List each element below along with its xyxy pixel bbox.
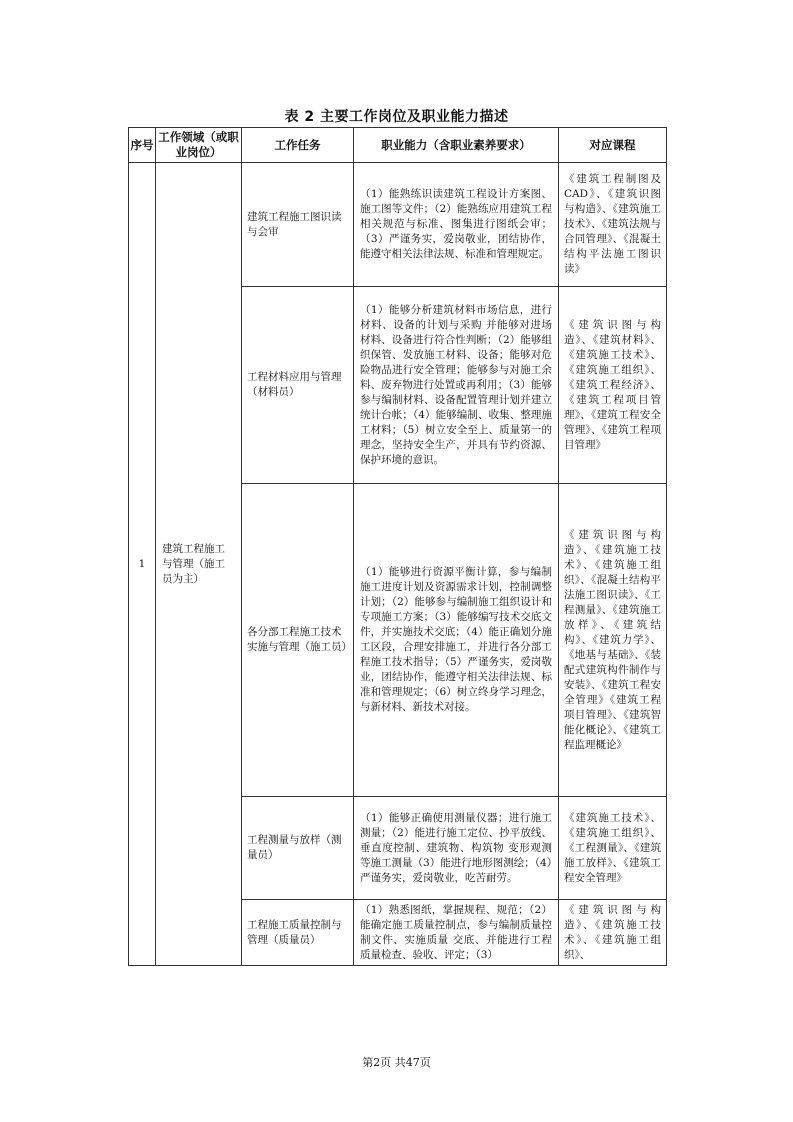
row-course: 《建筑识图与构造》、《建筑施工技术》、《建筑施工组织》、 [559,900,667,966]
job-ability-table [128,127,667,966]
row-ability: （1）能够正确使用测量仪器；进行施工测量；（2）能进行施工定位、抄平放线、垂直度控制、建筑物、构筑物 变形观测等施工测量（3）能进行地形图测绘；（4）严谨务实，爱岗敬业，吃苦耐劳。 [354,797,559,900]
header-seq: 序号 [129,128,156,163]
row-ability: （1）能够分析建筑材料市场信息，进行材料、设备的计划与采购 并能够对进场材料、设备进行符合性判断；（2）能够组织保管、发放施工材料、设备；能够对危险物品进行安全管理；能够参与对施工余料、废弃物进行处置或再利用；（3）能够参与编制材料、设备配置管理计划并建立统计台帐；（4）能够编制、收集、整理施工材料；（5）树立安全至上、质量第一的理念，坚持安全生产，并具有节约资源、保护环境的意识。 [354,287,559,484]
row-course: 《建筑施工技术》、《建筑施工组织》、《工程测量》、《建筑施工放样》、《建筑工程安全管理》 [559,797,667,900]
row-ability: （1）能够进行资源平衡计算，参与编制施工进度计划及资源需求计划，控制调整计划；（2）能够参与编制施工组织设计和专项施工方案；（3）能够编写技术交底文件，并实施技术交底；（4）能正确划分施工区段，合理安排施工，并进行各分部工程施工技术指导；（5）严谨务实，爱岗敬业，团结协作，能遵守相关法律法规、标准和管理规定；（6）树立终身学习理念，与新材料、新技术对接。 [354,484,559,797]
page-number: 第2页 共47页 [362,1056,431,1069]
row-ability: （1）能熟练识读建筑工程设计方案图、施工图等文件；（2）能熟练应用建筑工程相关规范与标准、图集进行图纸会审；（3）严谨务实，爱岗敬业，团结协作，能遵守相关法律法规、标准和管理规定。 [354,163,559,287]
row-task: 各分部工程施工技术实施与管理（施工员） [242,484,354,797]
header-row [129,128,667,163]
header-ability: 职业能力（含职业素养要求） [354,128,559,163]
row-task: 工程测量与放样（测量员） [242,797,354,900]
header-domain: 工作领域（或职业岗位） [156,128,242,163]
header-task: 工作任务 [242,128,354,163]
table-title: 表 2 主要工作岗位及职业能力描述 [284,109,509,125]
row-task: 工程施工质量控制与管理（质量员） [242,900,354,966]
row-task: 建筑工程施工图识读与会审 [242,163,354,287]
table-row [129,163,667,287]
row-course: 《建筑工程制图及CAD》、《建筑识图与构造》、《建筑施工技术》、《建筑法规与合同管理》、《混凝土结构平法施工图识读》 [559,163,667,287]
row-seq: 1 [129,163,156,966]
row-course: 《建筑识图与构造》、《建筑材料》、《建筑施工技术》、《建筑施工组织》、《建筑工程经济》、《建筑工程项目管理》、《建筑工程安全管理》、《建筑工程项目管理》 [559,287,667,484]
row-task: 工程材料应用与管理（材料员） [242,287,354,484]
row-course: 《建筑识图与构造》、《建筑施工技术》、《建筑施工组织》、《混凝土结构平法施工图识读》、《工程测量》、《建筑施工放样》、《建筑结构》、《建筑力学》、《地基与基础》、《装配式建筑构件制作与安装》、《建筑工程安全管理》《建筑工程项目管理》、《建筑智能化概论》、《建筑工程监理概论》 [559,484,667,797]
row-domain: 建筑工程施工与管理（施工员为主） [156,163,242,966]
row-ability: （1）熟悉图纸，掌握规程、规范；（2）能确定施工质量控制点，参与编制质量控制文件、实施质量 交底、并能进行工程质量检查、验收、评定；（3） [354,900,559,966]
header-course: 对应课程 [559,128,667,163]
